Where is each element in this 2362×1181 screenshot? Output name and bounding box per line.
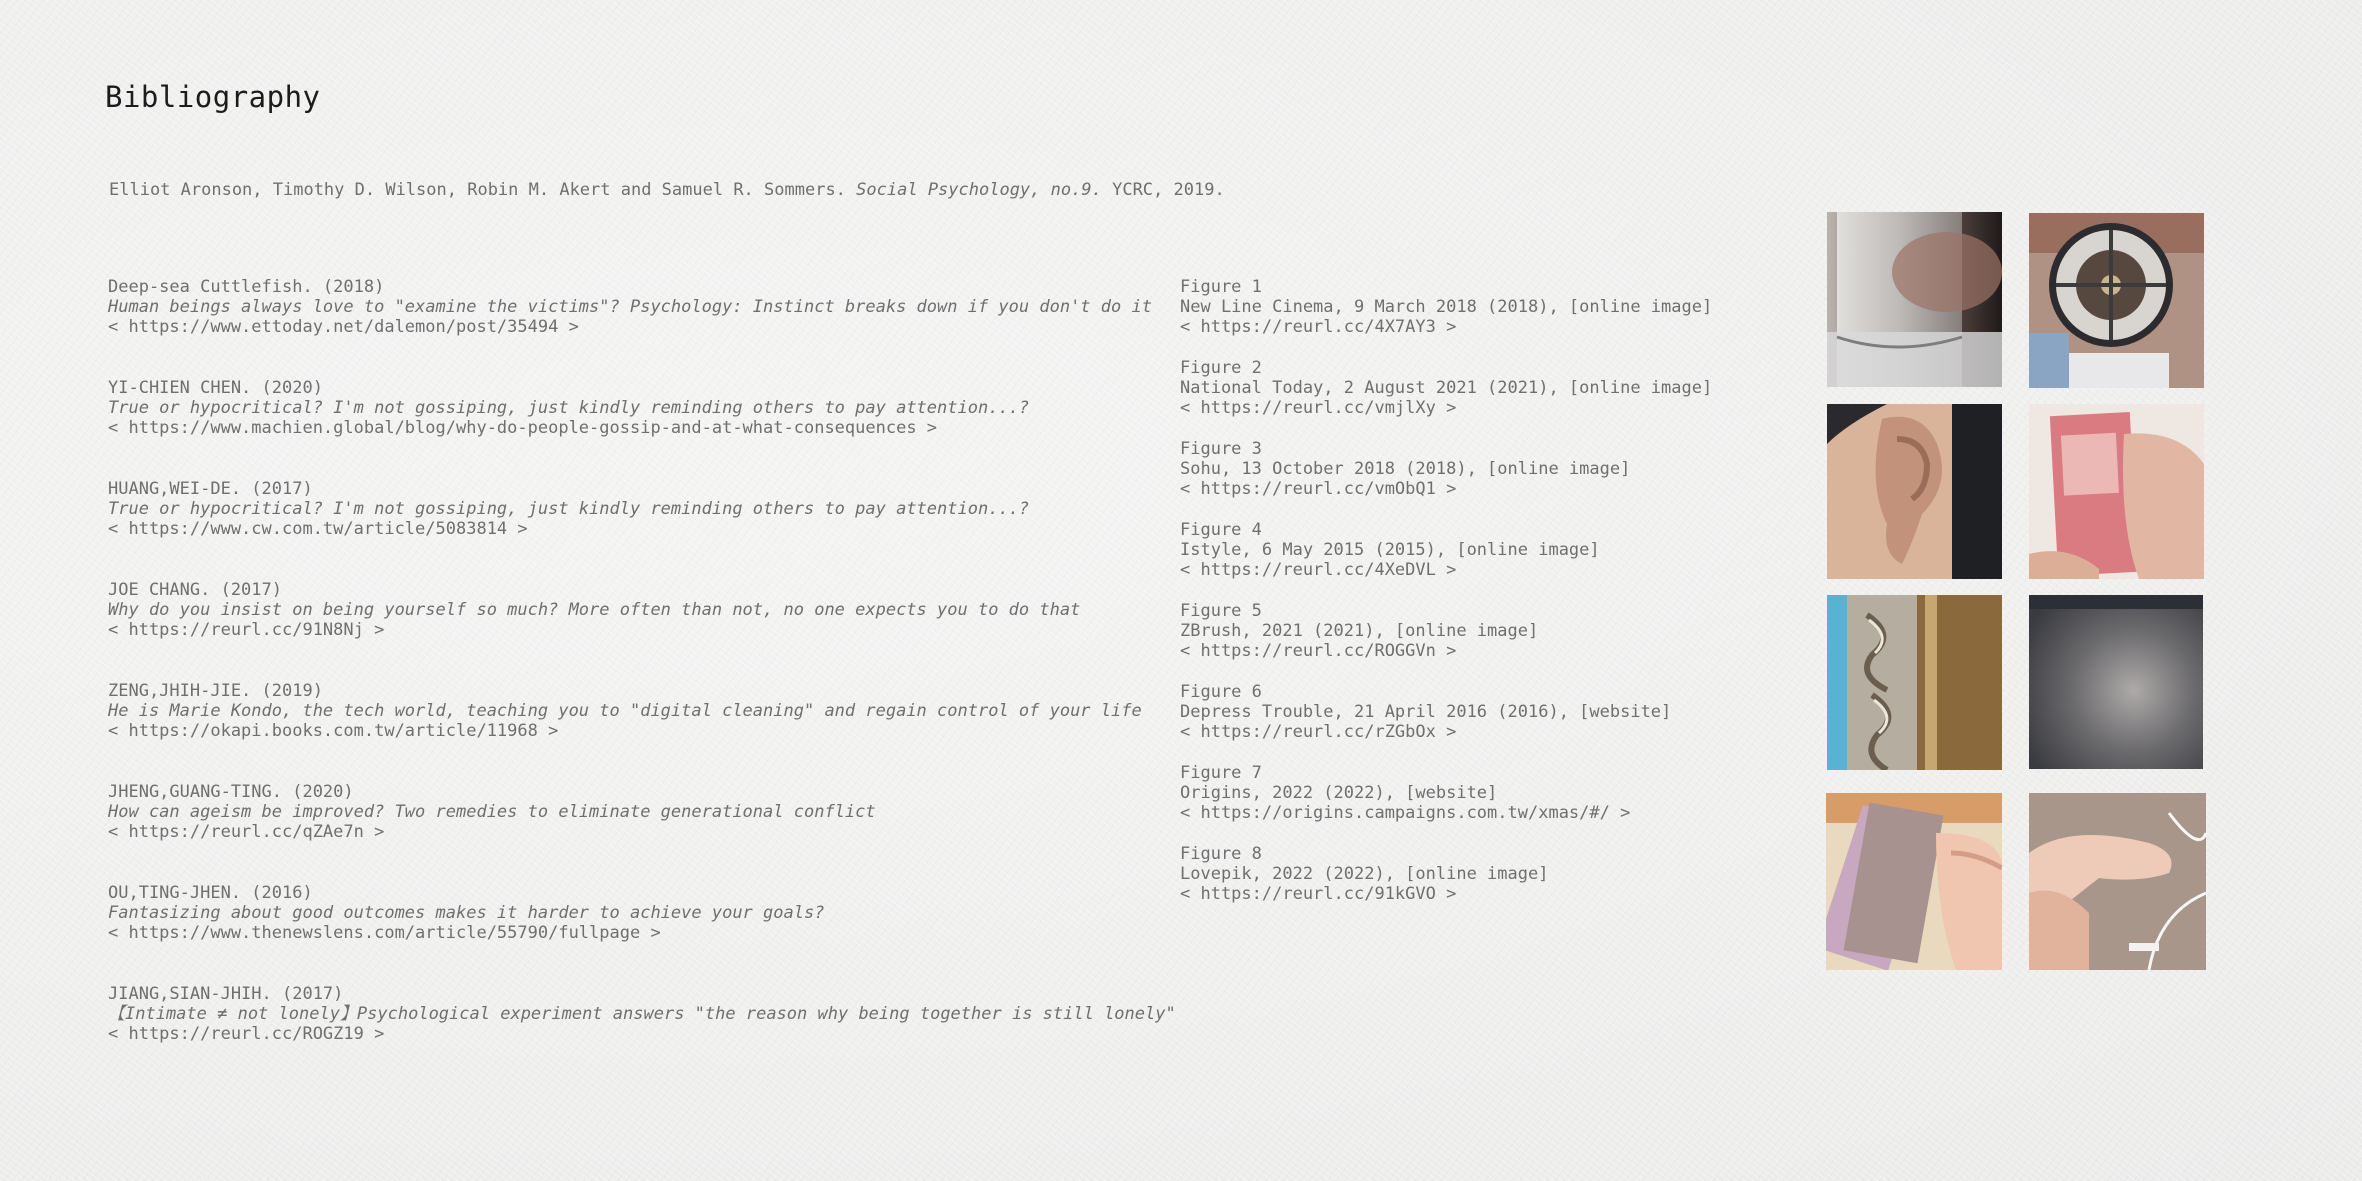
reference-entry [108,883,1168,984]
book-publisher: YCRC, 2019. [1112,180,1225,200]
counting-banknotes-photo [1826,793,2002,970]
reference-entry [108,984,1176,1085]
figure-source: Depress Trouble, 21 April 2016 (2016), [website] [1180,702,1672,722]
figure-url[interactable]: < https://reurl.cc/vmObQ1 > [1180,479,1457,499]
figure-source: Istyle, 6 May 2015 (2015), [online image] [1180,540,1600,560]
reference-list [108,277,1176,1085]
reference-author: JIANG,SIAN-JHIH. (2017) [108,984,344,1004]
textured-glass-photo [2029,595,2203,769]
figure-credit [1180,763,1740,844]
figure-source: Sohu, 13 October 2018 (2018), [online image] [1180,459,1631,479]
reference-title: Human beings always love to "examine the victims"? Psychology: Instinct breaks down if you don't do it [108,297,1152,317]
finger-and-cable-photo [2029,793,2206,970]
figure-label: Figure 5 [1180,601,1262,621]
figure-credit [1180,358,1740,439]
reference-entry [108,782,1168,883]
reference-url[interactable]: < https://www.thenewslens.com/article/55790/fullpage > [108,923,661,943]
figure-label: Figure 7 [1180,763,1262,783]
reference-url[interactable]: < https://okapi.books.com.tw/article/11968 > [108,721,559,741]
figure-source: Origins, 2022 (2022), [website] [1180,783,1498,803]
figure-source: ZBrush, 2021 (2021), [online image] [1180,621,1539,641]
reference-author: Deep-sea Cuttlefish. (2018) [108,277,385,297]
reference-url[interactable]: < https://www.cw.com.tw/article/5083814 > [108,519,528,539]
reel-to-reel-tape-photo [2029,213,2204,388]
reference-author: ZENG,JHIH-JIE. (2019) [108,681,323,701]
figure-credits-list [1180,277,1740,925]
figure-url[interactable]: < https://reurl.cc/vmjlXy > [1180,398,1457,418]
book-issue: no.9. [1050,180,1102,200]
reference-title: Fantasizing about good outcomes makes it harder to achieve your goals? [108,903,825,923]
figure-label: Figure 1 [1180,277,1262,297]
figure-url[interactable]: < https://reurl.cc/91kGVO > [1180,884,1457,904]
figure-source: Lovepik, 2022 (2022), [online image] [1180,864,1549,884]
reference-entry [108,479,1168,580]
reference-entry [108,378,1168,479]
figure-source: National Today, 2 August 2021 (2021), [online image] [1180,378,1713,398]
figure-credit [1180,439,1740,520]
figure-label: Figure 4 [1180,520,1262,540]
glass-of-water-photo [1827,212,2002,387]
reference-title: 【Intimate ≠ not lonely】Psychological experiment answers "the reason why being together is still lonely" [108,1004,1176,1024]
banknote-in-hands-photo [2029,404,2204,579]
figure-url[interactable]: < https://origins.campaigns.com.tw/xmas/#/ > [1180,803,1631,823]
reference-title: Why do you insist on being yourself so much? More often than not, no one expects you to do that [108,600,1081,620]
figure-url[interactable]: < https://reurl.cc/rZGbOx > [1180,722,1457,742]
ornate-picture-frame-photo [1827,595,2002,770]
page-title: Bibliography [105,80,321,114]
reference-author: OU,TING-JHEN. (2016) [108,883,313,903]
reference-title: How can ageism be improved? Two remedies to eliminate generational conflict [108,802,876,822]
figure-credit [1180,601,1740,682]
reference-author: YI-CHIEN CHEN. (2020) [108,378,323,398]
reference-url[interactable]: < https://www.machien.global/blog/why-do-people-gossip-and-at-what-consequences > [108,418,938,438]
book-authors: Elliot Aronson, Timothy D. Wilson, Robin M. Akert and Samuel R. Sommers. [109,180,846,200]
reference-title: True or hypocritical? I'm not gossiping, just kindly reminding others to pay attention...? [108,398,1030,418]
figure-url[interactable]: < https://reurl.cc/ROGGVn > [1180,641,1457,661]
figure-label: Figure 6 [1180,682,1262,702]
book-citation [109,179,1225,201]
reference-entry [108,580,1168,681]
figure-credit [1180,844,1740,925]
figure-label: Figure 8 [1180,844,1262,864]
reference-author: JOE CHANG. (2017) [108,580,282,600]
figure-label: Figure 3 [1180,439,1262,459]
reference-url[interactable]: < https://reurl.cc/ROGZ19 > [108,1024,385,1044]
figure-url[interactable]: < https://reurl.cc/4X7AY3 > [1180,317,1457,337]
ear-photo [1827,404,2002,579]
reference-title: He is Marie Kondo, the tech world, teaching you to "digital cleaning" and regain control of your life [108,701,1142,721]
reference-author: JHENG,GUANG-TING. (2020) [108,782,354,802]
figure-source: New Line Cinema, 9 March 2018 (2018), [online image] [1180,297,1713,317]
reference-url[interactable]: < https://reurl.cc/qZAe7n > [108,822,385,842]
reference-url[interactable]: < https://www.ettoday.net/dalemon/post/35494 > [108,317,579,337]
reference-author: HUANG,WEI-DE. (2017) [108,479,313,499]
figure-label: Figure 2 [1180,358,1262,378]
figure-credit [1180,682,1740,763]
reference-entry [108,681,1168,782]
figure-credit [1180,277,1740,358]
figure-url[interactable]: < https://reurl.cc/4XeDVL > [1180,560,1457,580]
figure-credit [1180,520,1740,601]
reference-url[interactable]: < https://reurl.cc/91N8Nj > [108,620,385,640]
reference-entry [108,277,1168,378]
book-title: Social Psychology, [856,180,1041,200]
reference-title: True or hypocritical? I'm not gossiping, just kindly reminding others to pay attention...? [108,499,1030,519]
